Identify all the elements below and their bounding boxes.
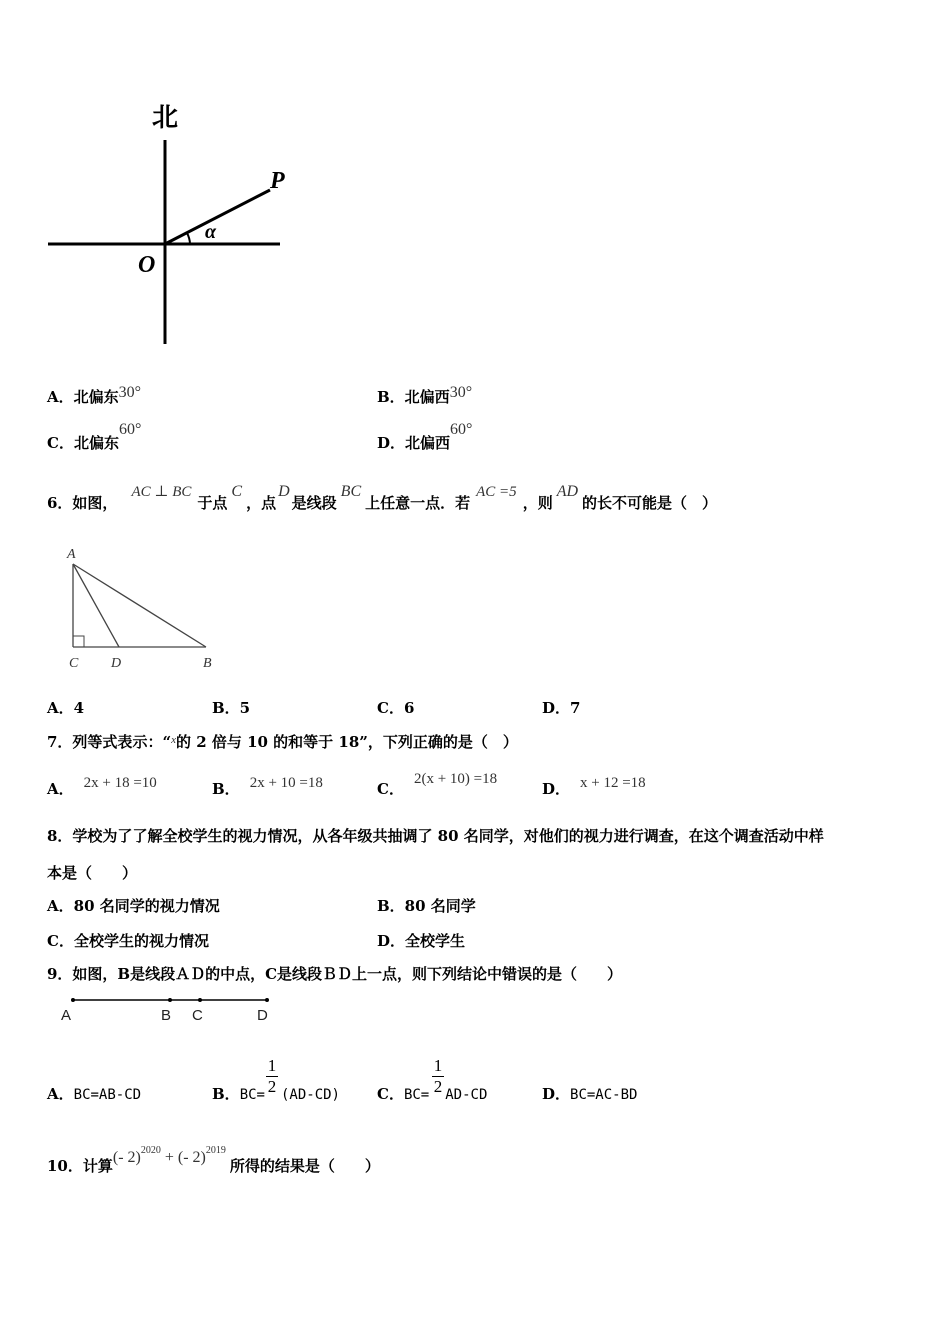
- q5-option-b-label: B．北偏西: [377, 388, 450, 406]
- q7-stem-x: x: [171, 734, 176, 746]
- vertex-b-label: B: [203, 656, 212, 671]
- q10-prefix: 10．计算: [47, 1157, 113, 1175]
- q6-text-2: ，点: [246, 494, 277, 512]
- q8-option-a[interactable]: A．80 名同学的视力情况: [47, 897, 220, 915]
- q6-text-4: 上任意一点．若: [365, 494, 471, 512]
- q5-option-c[interactable]: [47, 421, 142, 453]
- q10-suffix: 所得的结果是（ ）: [229, 1157, 380, 1175]
- q6-math-ac-5: AC =5: [476, 484, 517, 500]
- q6-stem: [47, 483, 718, 513]
- q6-text-6: 的长不可能是（ ）: [582, 494, 718, 512]
- angle-label: α: [205, 221, 217, 243]
- q10-exponent-1: 2020: [140, 1145, 161, 1156]
- q7-stem-a: 7．列等式表示：“: [47, 733, 172, 751]
- side-ab: [73, 564, 206, 647]
- q10-exponent-2: 2019: [205, 1145, 226, 1156]
- angle-arc: [187, 233, 190, 244]
- q9-option-c-pre: BC=: [403, 1087, 430, 1103]
- q7-option-d-label: D．: [542, 780, 571, 798]
- q7-option-a[interactable]: [47, 775, 157, 799]
- q8-stem-line2: 本是（ ）: [47, 864, 138, 882]
- q8-option-c[interactable]: C．全校学生的视力情况: [47, 932, 209, 950]
- q9-option-c-denominator: 2: [433, 1077, 443, 1096]
- q6-option-b[interactable]: B．5: [212, 699, 251, 717]
- q7-option-a-math: 2x + 18 =10: [83, 775, 157, 791]
- q5-option-a-label: A．北偏东: [47, 388, 119, 406]
- ray-op: [165, 190, 270, 244]
- q6-math-d: D: [278, 483, 290, 500]
- point-d-label: D: [111, 656, 122, 671]
- q7-option-d-math: x + 12 =18: [580, 775, 646, 791]
- q5-option-c-math: 60°: [118, 421, 142, 438]
- q9-option-d[interactable]: [542, 1083, 637, 1104]
- q9-option-b-post: (AD-CD): [280, 1087, 340, 1103]
- q6-text-3: 是线段: [291, 494, 337, 512]
- north-label: 北: [152, 103, 179, 133]
- q5-option-b-math: 30°: [449, 384, 473, 401]
- point-d-label: D: [257, 1007, 268, 1024]
- q10-base-1: (- 2): [112, 1149, 141, 1166]
- point-a-label: A: [61, 1007, 72, 1024]
- q9-option-b-denominator: 2: [267, 1077, 277, 1096]
- q9-option-b-pre: BC=: [239, 1087, 265, 1103]
- q9-option-a-text: BC=AB-CD: [73, 1087, 142, 1103]
- q6-option-c[interactable]: C．6: [377, 699, 415, 717]
- q9-option-c-label: C．: [377, 1085, 404, 1103]
- vertex-c-label: C: [69, 656, 79, 671]
- q7-stem: [47, 731, 518, 752]
- q9-option-c-post: AD-CD: [445, 1087, 488, 1103]
- q8-stem-line1: 8．学校为了了解全校学生的视力情况，从各年级共抽调了 80 名同学，对他们的视力进行调查，在这个调查活动中样: [47, 827, 824, 845]
- q6-option-d[interactable]: D．7: [542, 699, 581, 717]
- q10-stem: [47, 1145, 380, 1176]
- q6-math-ad: AD: [556, 483, 579, 500]
- q7-option-c-math: 2(x + 10) =18: [413, 771, 498, 787]
- q7-option-a-label: A．: [47, 780, 74, 798]
- q5-option-a[interactable]: [47, 386, 141, 407]
- q9-option-d-label: D．: [542, 1085, 571, 1103]
- q9-option-b-label: B．: [212, 1085, 240, 1103]
- q6-text-5: ，则: [522, 494, 553, 512]
- q9-option-b-numerator: 1: [267, 1056, 277, 1075]
- q9-option-d-text: BC=AC-BD: [570, 1087, 638, 1103]
- point-p-label: P: [270, 168, 285, 194]
- point-c-dot: [198, 998, 202, 1002]
- q9-option-a[interactable]: [47, 1083, 141, 1104]
- point-d-dot: [265, 998, 269, 1002]
- q6-math-bc: BC: [340, 483, 362, 500]
- q8-option-d[interactable]: D．全校学生: [377, 932, 466, 950]
- q5-option-d-math: 60°: [450, 421, 473, 438]
- origin-label: O: [138, 252, 156, 278]
- q9-option-c-fraction: [432, 1057, 444, 1096]
- q7-option-b[interactable]: [212, 775, 323, 799]
- q7-option-b-label: B．: [212, 780, 240, 798]
- segment-figure: [55, 990, 285, 1025]
- point-c-label: C: [192, 1007, 203, 1024]
- q10-plus: +: [164, 1149, 174, 1166]
- q6-option-a[interactable]: A．4: [47, 699, 85, 717]
- compass-figure: [40, 90, 300, 350]
- q5-option-a-math: 30°: [118, 384, 142, 401]
- q9-option-a-label: A．: [47, 1085, 74, 1103]
- q7-option-c[interactable]: [377, 771, 498, 799]
- q6-text-1: 于点: [197, 494, 228, 512]
- q8-option-b[interactable]: B．80 名同学: [377, 897, 476, 915]
- q6-math-ac-perp-bc: AC ⊥ BC: [131, 484, 192, 500]
- q5-option-b[interactable]: [377, 386, 472, 407]
- q5-option-c-label: C．北偏东: [47, 434, 119, 452]
- q6-math-c: C: [231, 483, 243, 500]
- triangle-figure: [60, 540, 230, 680]
- point-b-dot: [168, 998, 172, 1002]
- q5-option-d-label: D．北偏西: [377, 434, 451, 452]
- right-angle-mark: [73, 636, 84, 647]
- q9-option-b-fraction: [266, 1057, 278, 1096]
- point-a-dot: [71, 998, 75, 1002]
- segment-ad: [73, 564, 119, 647]
- q7-stem-b: 的 2 倍与 10 的和等于 18”，下列正确的是（ ）: [175, 733, 518, 751]
- q7-option-b-math: 2x + 10 =18: [249, 775, 323, 791]
- q9-stem: 9．如图，B是线段ＡＤ的中点，C是线段ＢＤ上一点，则下列结论中错误的是（ ）: [47, 965, 623, 983]
- q5-option-d[interactable]: [377, 421, 473, 453]
- point-b-label: B: [161, 1007, 172, 1024]
- q7-option-c-label: C．: [377, 780, 404, 798]
- q6-prefix: 6．如图，: [47, 494, 118, 512]
- q10-base-2: (- 2): [177, 1149, 206, 1166]
- vertex-a-label: A: [67, 547, 76, 562]
- q7-option-d[interactable]: [542, 775, 646, 799]
- q9-option-c-numerator: 1: [433, 1056, 443, 1075]
